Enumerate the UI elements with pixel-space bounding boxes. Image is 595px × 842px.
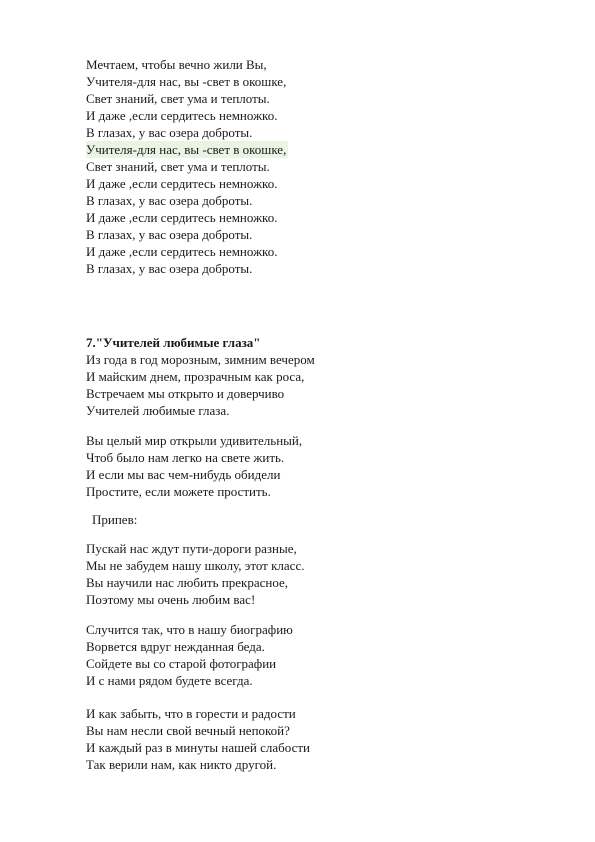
poem-line: И каждый раз в минуты нашей слабости (86, 740, 311, 755)
poem-line: И даже ,если сердитесь немножко. (86, 244, 278, 259)
poem-line: И если мы вас чем-нибудь обидели (86, 467, 281, 482)
poem-line: И даже ,если сердитесь немножко. (86, 176, 278, 191)
poem-line: Вы нам несли свой вечный непокой? (86, 723, 290, 738)
poem-line: Встречаем мы открыто и доверчиво (86, 386, 285, 401)
poem-part-1 (86, 56, 526, 277)
poem-line: Вы научили нас любить прекрасное, (86, 575, 289, 590)
poem-line: В глазах, у вас озера доброты. (86, 125, 253, 140)
verse-3 (86, 621, 526, 689)
poem-line: Так верили нам, как никто другой. (86, 757, 277, 772)
poem-line: И даже ,если сердитесь немножко. (86, 210, 278, 225)
poem-line: Вы целый мир открыли удивительный, (86, 433, 303, 448)
poem-line: Поэтому мы очень любим вас! (86, 592, 256, 607)
poem-line: Мы не забудем нашу школу, этот класс. (86, 558, 305, 573)
poem-line: В глазах, у вас озера доброты. (86, 227, 253, 242)
poem-line: В глазах, у вас озера доброты. (86, 261, 253, 276)
poem-line: И с нами рядом будете всегда. (86, 673, 253, 688)
poem-line: Из года в год морозным, зимним вечером (86, 352, 315, 367)
poem-line: В глазах, у вас озера доброты. (86, 193, 253, 208)
chorus-label: Припев: (92, 512, 138, 527)
poem-line: Учителей любимые глаза. (86, 403, 230, 418)
poem-line: Пускай нас ждут пути-дороги разные, (86, 541, 297, 556)
poem-line: И майским днем, прозрачным как роса, (86, 369, 305, 384)
chorus (86, 540, 526, 608)
song-title: 7."Учителей любимые глаза" (86, 335, 261, 350)
poem-line: Сойдете вы со старой фотографии (86, 656, 277, 671)
verse-1 (86, 351, 526, 419)
poem-line: Простите, если можете простить. (86, 484, 271, 499)
poem-line: И даже ,если сердитесь немножко. (86, 108, 278, 123)
poem-line: Свет знаний, свет ума и теплоты. (86, 91, 270, 106)
poem-line: Учителя-для нас, вы -свет в окошке, (86, 74, 287, 89)
poem-line: Свет знаний, свет ума и теплоты. (86, 159, 270, 174)
chorus-label-block (92, 511, 532, 528)
poem-line: Чтоб было нам легко на свете жить. (86, 450, 285, 465)
poem-line: Мечтаем, чтобы вечно жили Вы, (86, 57, 267, 72)
poem-line: Ворвется вдруг нежданная беда. (86, 639, 265, 654)
poem-line: Случится так, что в нашу биографию (86, 622, 293, 637)
verse-4 (86, 705, 526, 773)
poem-line: И как забыть, что в горести и радости (86, 706, 296, 721)
highlighted-poem-line: Учителя-для нас, вы -свет в окошке, (86, 142, 287, 157)
song-title-block (86, 334, 526, 351)
verse-2 (86, 432, 526, 500)
